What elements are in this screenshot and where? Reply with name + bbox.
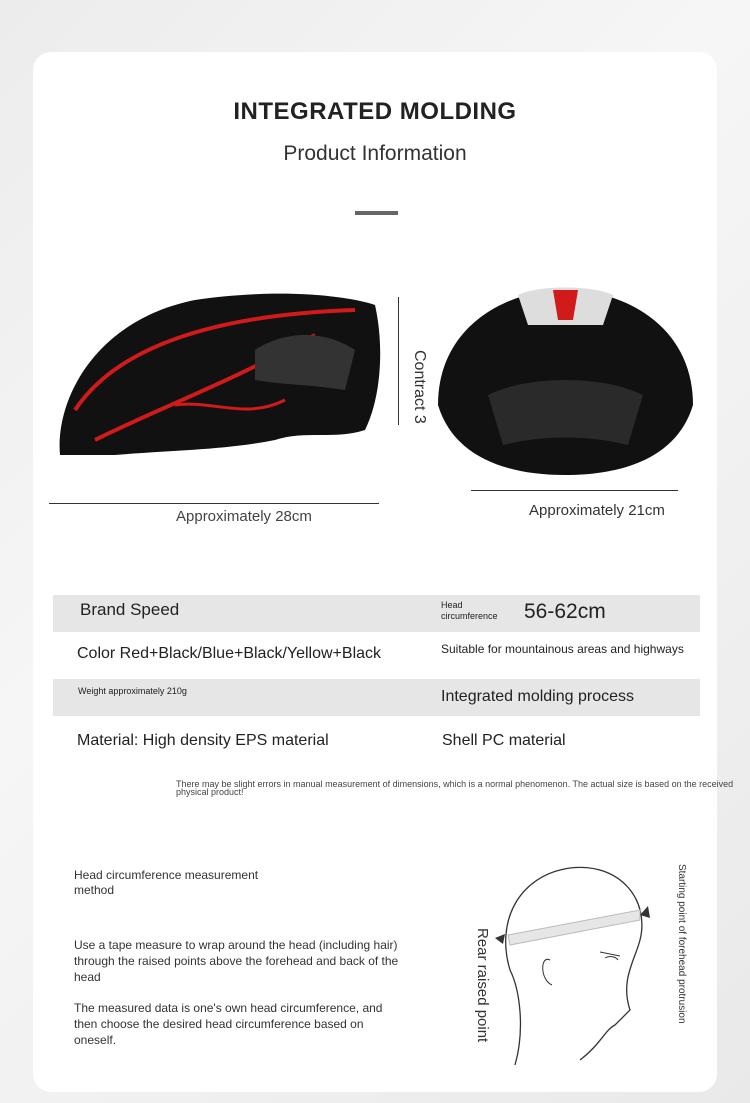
spec-row-1 [53,595,700,632]
spec-row-2 [53,636,700,673]
length-line [49,503,379,504]
weight-text: Weight approximately 210g [78,686,187,696]
page-subtitle: Product Information [283,142,467,165]
measure-step-1: Use a tape measure to wrap around the head (including hair) through the raised points above the forehead and back of the head [74,938,399,984]
head-label: Head circumference [441,600,498,621]
head-value: 56-62cm [524,600,606,623]
width-line [471,490,678,491]
measurement-note: There may be slight errors in manual measurement of dimensions, which is a normal phenomenon. The actual size is based on the received physical product! [176,779,734,797]
spec-row-4 [53,724,700,761]
divider [355,211,398,215]
rear-point-label: Rear raised point [474,928,491,1043]
width-label: Approximately 21cm [529,502,665,519]
height-line [398,297,399,425]
color-text: Color Red+Black/Blue+Black/Yellow+Black [77,645,382,662]
measure-step-2: The measured data is one's own head circumference, and then choose the desired head circumference based on oneself. [74,1001,383,1047]
suitable-text: Suitable for mountainous areas and highways [441,642,684,656]
measure-title: Head circumference measurement method [74,868,259,897]
front-point-label: Starting point of forehead protrusion [676,864,687,1024]
process-text: Integrated molding process [441,688,634,705]
height-label: Contract 3 [411,350,428,424]
shell-text: Shell PC material [442,732,566,749]
helmet-front-image [428,285,703,480]
length-label: Approximately 28cm [176,508,312,525]
helmet-side-image [55,290,385,470]
page-title: INTEGRATED MOLDING [233,98,517,125]
head-diagram [490,860,650,1070]
material-text: Material: High density EPS material [77,732,329,749]
spec-row-3 [53,679,700,716]
brand-text: Brand Speed [80,600,180,619]
